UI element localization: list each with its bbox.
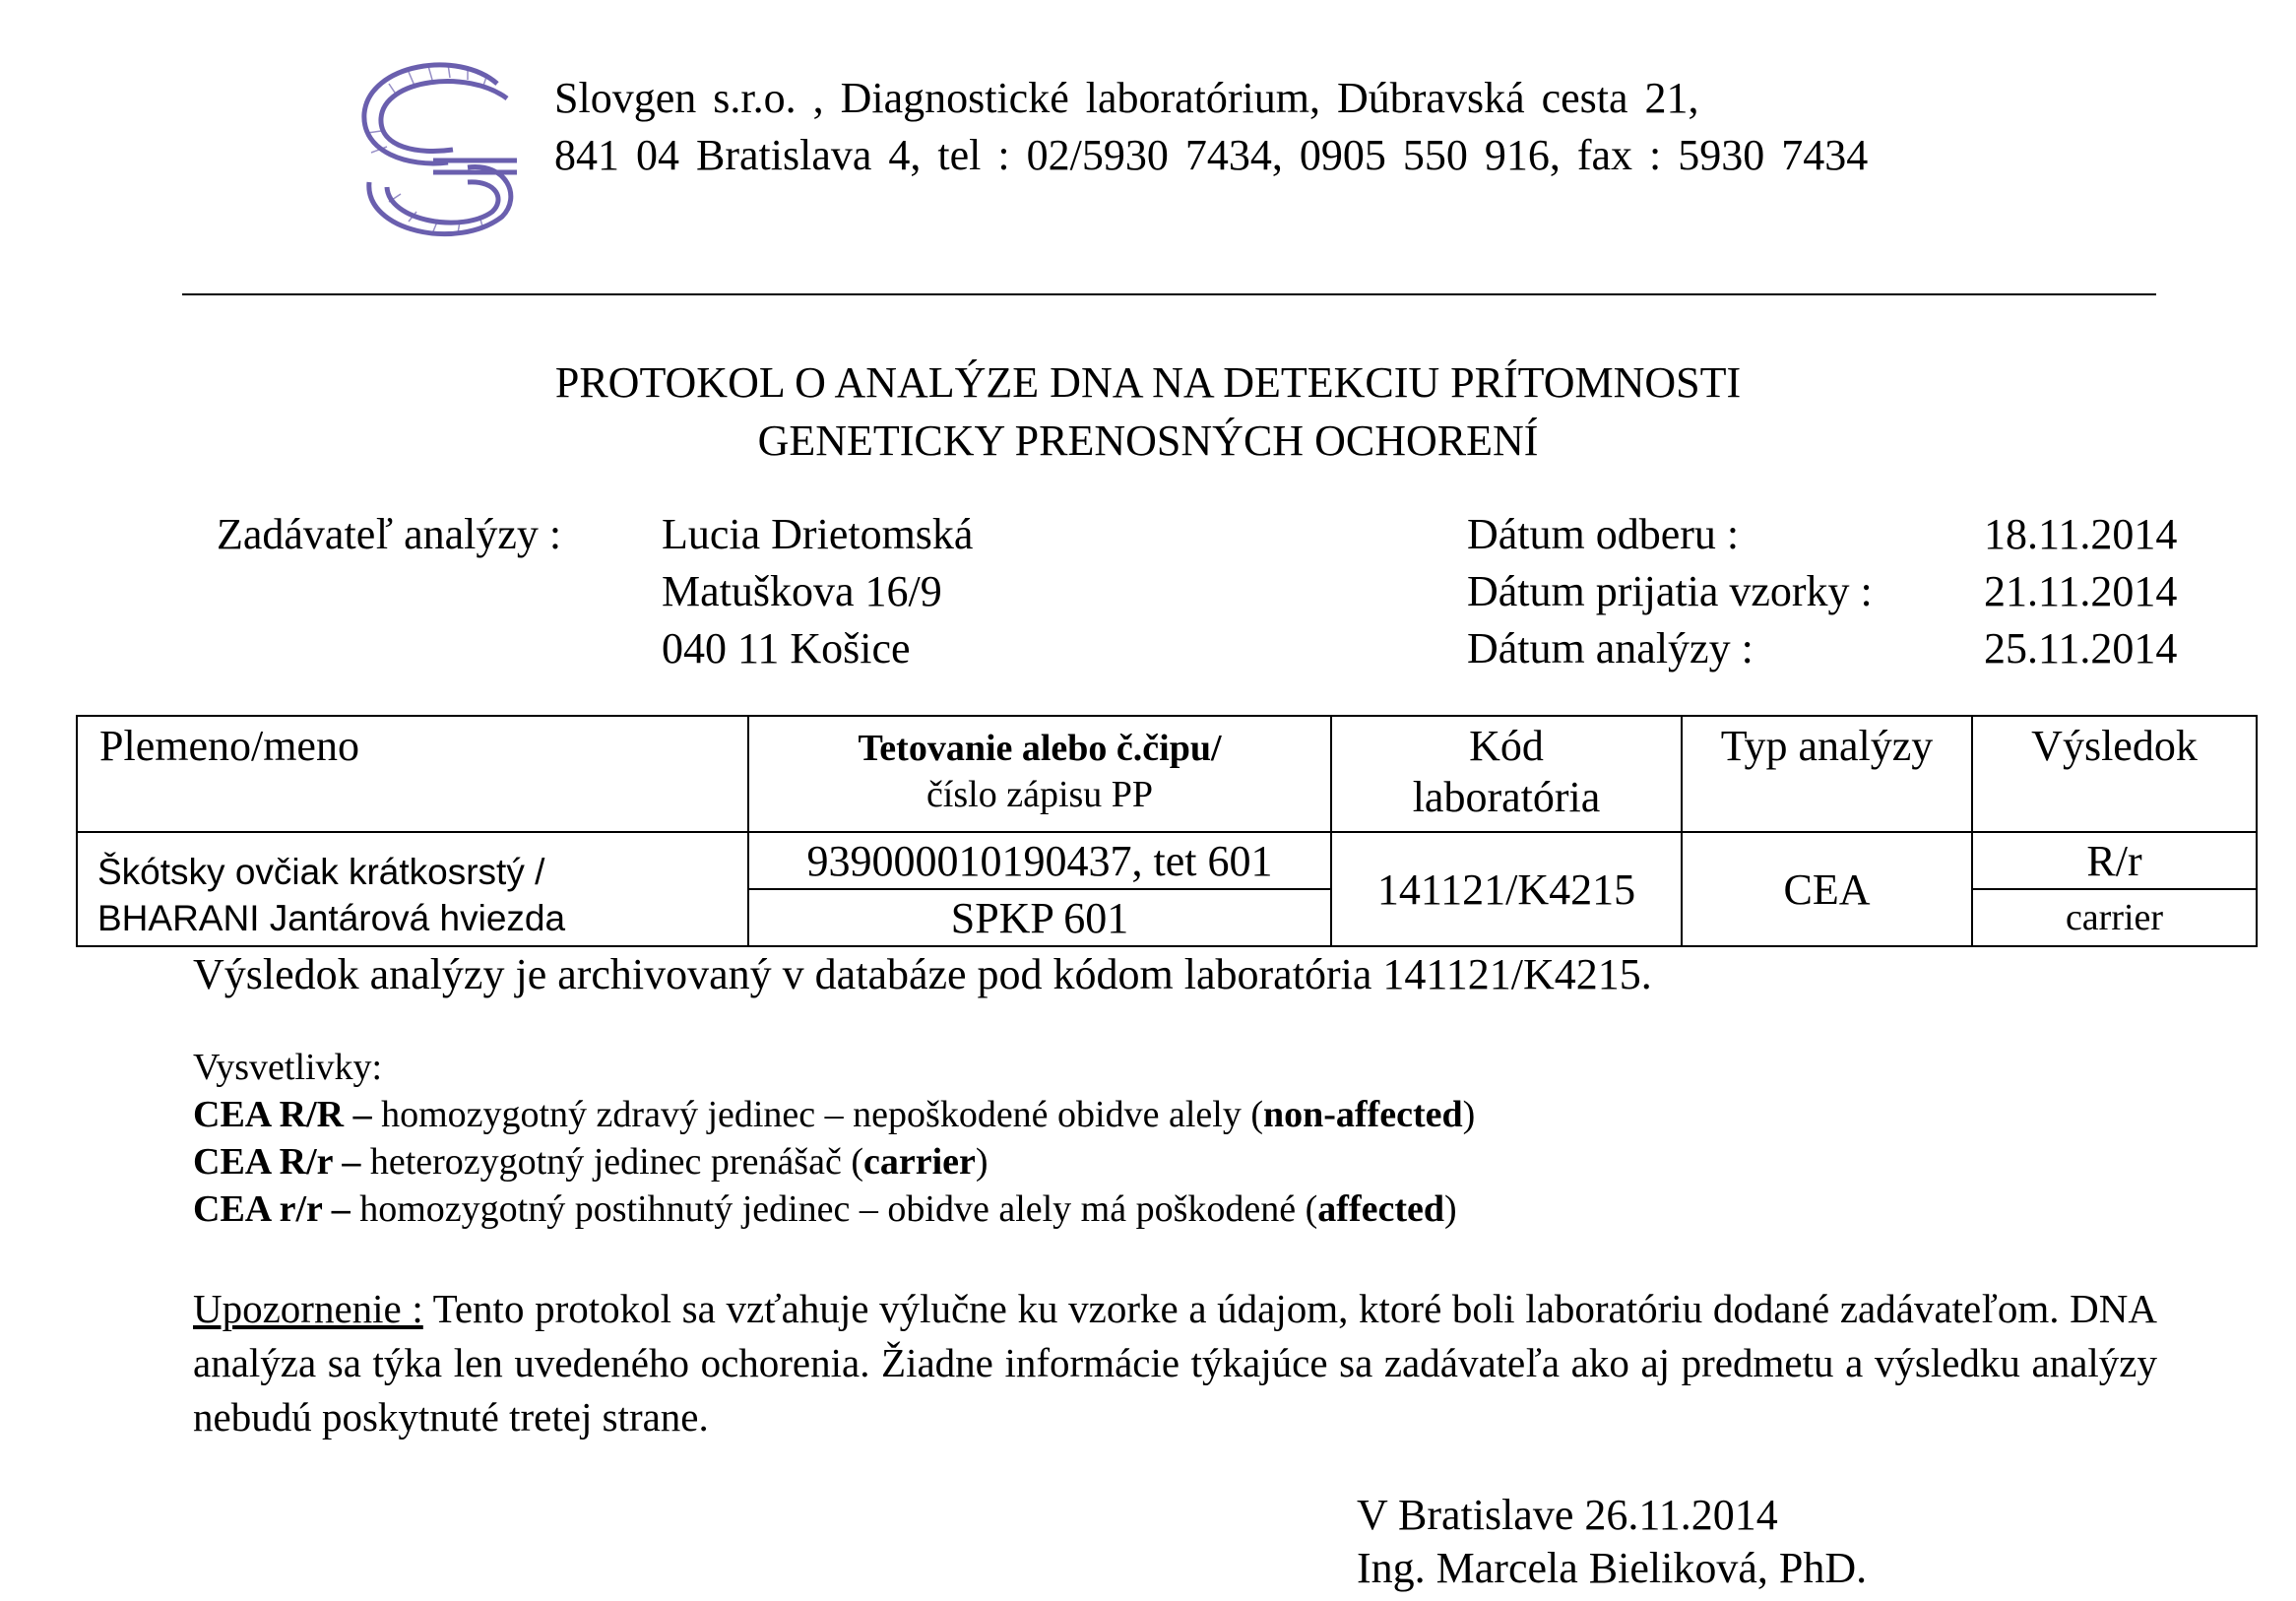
legend-close: ): [1462, 1094, 1476, 1135]
sample-date-value: 18.11.2014: [1984, 510, 2178, 558]
requester-city: 040 11 Košice: [662, 624, 911, 672]
result-genotype: R/r: [1972, 832, 2257, 889]
notice-paragraph: [193, 1282, 2157, 1444]
header-tattoo: [748, 716, 1331, 832]
requester-label: Zadávateľ analýzy :: [217, 510, 562, 558]
legend-code: CEA R/R –: [193, 1094, 372, 1135]
header-breed: Plemeno/meno: [77, 716, 748, 832]
results-table: [76, 715, 2258, 947]
archive-note: Výsledok analýzy je archivovaný v databáze pod kódom laboratória 141121/K4215.: [193, 950, 1652, 998]
header-analysis-type: Typ analýzy: [1682, 716, 1972, 832]
legend-close: ): [975, 1141, 989, 1183]
header-line-2: 841 04 Bratislava 4, tel : 02/5930 7434, 0905 550 916, fax : 5930 7434: [554, 131, 1869, 179]
legend-code: CEA R/r –: [193, 1141, 361, 1183]
table-row: [77, 832, 2257, 889]
legend-item: [193, 1138, 989, 1185]
breed-line-1: Škótsky ovčiak krátkosrstý /: [97, 852, 545, 892]
sample-date-label: Dátum odberu :: [1467, 510, 1740, 558]
received-date-value: 21.11.2014: [1984, 567, 2178, 615]
requester-street: Matuškova 16/9: [662, 567, 942, 615]
header-lab-code-line1: Kód: [1469, 722, 1544, 770]
legend-term: carrier: [862, 1141, 976, 1183]
registry-number: SPKP 601: [748, 889, 1331, 946]
document-title-line-2: GENETICKY PRENOSNÝCH OCHORENÍ: [757, 416, 1539, 465]
slovgen-logo: [350, 54, 527, 251]
legend-term: affected: [1317, 1188, 1444, 1230]
signature-name: Ing. Marcela Bieliková, PhD.: [1357, 1544, 1868, 1592]
header-tattoo-main: Tetovanie alebo č.čipu/: [858, 728, 1222, 769]
table-header-row: [77, 716, 2257, 832]
legend-item: [193, 1185, 1457, 1233]
header-divider: [182, 293, 2156, 295]
header-line-1: Slovgen s.r.o. , Diagnostické laboratórium, Dúbravská cesta 21,: [554, 74, 1699, 122]
signature-place-date: V Bratislave 26.11.2014: [1357, 1491, 1778, 1539]
header-lab-code: [1331, 716, 1682, 832]
notice-text: Tento protokol sa vzťahuje výlučne ku vzorke a údajom, ktoré boli laboratóriu dodané zadávateľom. DNA analýza sa týka len uvedeného ochorenia. Žiadne informácie týkajúce sa zadávateľa ako aj predmetu a výsledku analýzy nebudú poskytnuté tretej strane.: [193, 1286, 2157, 1440]
header-tattoo-sub: číslo zápisu PP: [925, 774, 1154, 815]
legend-item: [193, 1091, 1475, 1138]
breed-line-2: BHARANI Jantárová hviezda: [97, 898, 566, 938]
document-title-line-1: PROTOKOL O ANALÝZE DNA NA DETEKCIU PRÍTOMNOSTI: [554, 358, 1742, 407]
chip-number: 939000010190437, tet 601: [748, 832, 1331, 889]
legend-text: homozygotný zdravý jedinec – nepoškodené obidve alely (: [371, 1094, 1263, 1135]
requester-name: Lucia Drietomská: [662, 510, 974, 558]
breed-cell: [77, 832, 748, 946]
analysis-type: CEA: [1682, 832, 1972, 946]
notice-label: Upozornenie :: [193, 1286, 423, 1331]
header-result: Výsledok: [1972, 716, 2257, 832]
header-lab-code-line2: laboratória: [1412, 773, 1601, 821]
analysis-date-label: Dátum analýzy :: [1467, 624, 1754, 672]
lab-code: 141121/K4215: [1331, 832, 1682, 946]
legend-text: heterozygotný jedinec prenášač (: [360, 1141, 863, 1183]
legend-close: ): [1443, 1188, 1457, 1230]
legend-code: CEA r/r –: [193, 1188, 351, 1230]
legend-text: homozygotný postihnutý jedinec – obidve alely má poškodené (: [350, 1188, 1318, 1230]
legend-term: non-affected: [1262, 1094, 1463, 1135]
result-status: carrier: [1972, 889, 2257, 946]
analysis-date-value: 25.11.2014: [1984, 624, 2178, 672]
legend-title: Vysvetlivky:: [193, 1047, 383, 1088]
received-date-label: Dátum prijatia vzorky :: [1467, 567, 1873, 615]
